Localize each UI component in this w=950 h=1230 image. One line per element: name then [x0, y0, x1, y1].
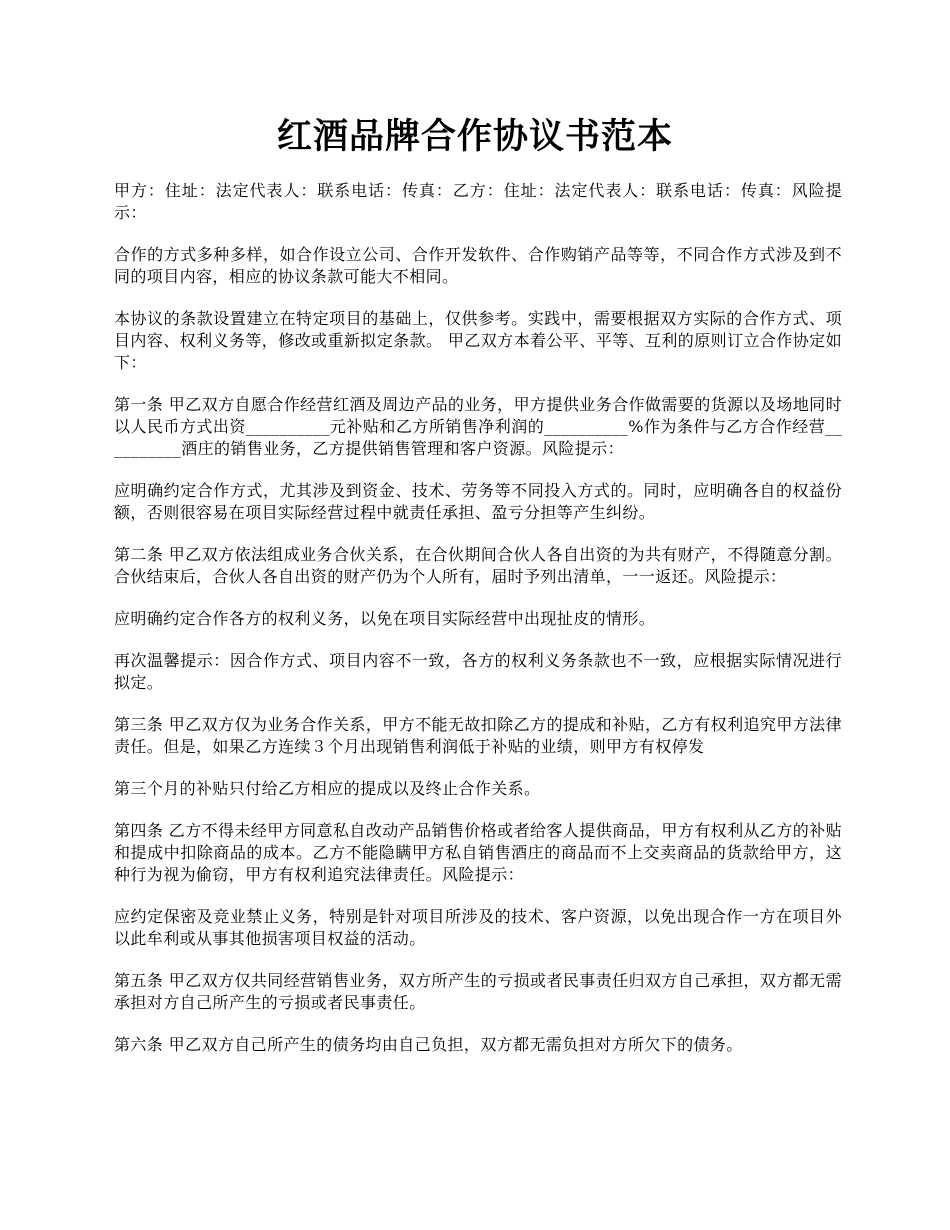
paragraph-parties: 甲方：住址：法定代表人：联系电话：传真：乙方：住址：法定代表人：联系电话：传真：风险提示：	[114, 181, 842, 222]
document-body	[114, 180, 842, 1076]
paragraph-risk-note-1: 应明确约定合作方式，尤其涉及到资金、技术、劳务等不同投入方式的。同时，应明确各自的权益份额，否则很容易在项目实际经营过程中就责任承担、盈亏分担等产生纠纷。	[114, 481, 842, 522]
paragraph-article-6: 第六条 甲乙双方自己所产生的债务均由自己负担，双方都无需负担对方所欠下的债务。	[114, 1035, 743, 1054]
paragraph-risk-note-3: 应约定保密及竞业禁止义务，特别是针对项目所涉及的技术、客户资源，以免出现合作一方在项目外以此牟利或从事其他损害项目权益的活动。	[114, 907, 842, 948]
paragraph-article-2: 第二条 甲乙双方依法组成业务合伙关系，在合伙期间合伙人各自出资的为共有财产，不得随意分割。合伙结束后，合伙人各自出资的财产仍为个人所有，届时予列出清单，一一返还。风险提示：	[114, 545, 842, 586]
paragraph-article-1: 第一条 甲乙双方自愿合作经营红酒及周边产品的业务，甲方提供业务合作做需要的货源以及场地同时以人民币方式出资__________元补贴和乙方所销售净利润的__________%作为条件与乙方合作经营__________酒庄的销售业务，乙方提供销售管理和客户资源。风险提示：	[114, 395, 842, 458]
paragraph-article-3-continued: 第三个月的补贴只付给乙方相应的提成以及终止合作关系。	[114, 779, 541, 798]
paragraph-reminder: 再次温馨提示：因合作方式、项目内容不一致，各方的权利义务条款也不一致，应根据实际情况进行拟定。	[114, 651, 842, 692]
paragraph-cooperation-methods: 合作的方式多种多样，如合作设立公司、合作开发软件、合作购销产品等等，不同合作方式涉及到不同的项目内容，相应的协议条款可能大不相同。	[114, 245, 842, 286]
paragraph-preamble: 本协议的条款设置建立在特定项目的基础上，仅供参考。实践中，需要根据双方实际的合作方式、项目内容、权利义务等，修改或重新拟定条款。 甲乙双方本着公平、平等、互利的原则订立合作协定如下：	[114, 309, 842, 372]
paragraph-article-3: 第三条 甲乙双方仅为业务合作关系，甲方不能无故扣除乙方的提成和补贴，乙方有权利追究甲方法律责任。但是，如果乙方连续３个月出现销售利润低于补贴的业绩，则甲方有权停发	[114, 715, 842, 756]
paragraph-article-4: 第四条 乙方不得未经甲方同意私自改动产品销售价格或者给客人提供商品，甲方有权利从乙方的补贴和提成中扣除商品的成本。乙方不能隐瞒甲方私自销售酒庄的商品而不上交卖商品的货款给甲方，这种行为视为偷窃，甲方有权利追究法律责任。风险提示：	[114, 821, 842, 884]
paragraph-article-5: 第五条 甲乙双方仅共同经营销售业务，双方所产生的亏损或者民事责任归双方自己承担，双方都无需承担对方自己所产生的亏损或者民事责任。	[114, 971, 842, 1012]
document-title: 红酒品牌合作协议书范本	[276, 116, 673, 157]
paragraph-risk-note-2: 应明确约定合作各方的权利义务，以免在项目实际经营中出现扯皮的情形。	[114, 609, 656, 628]
